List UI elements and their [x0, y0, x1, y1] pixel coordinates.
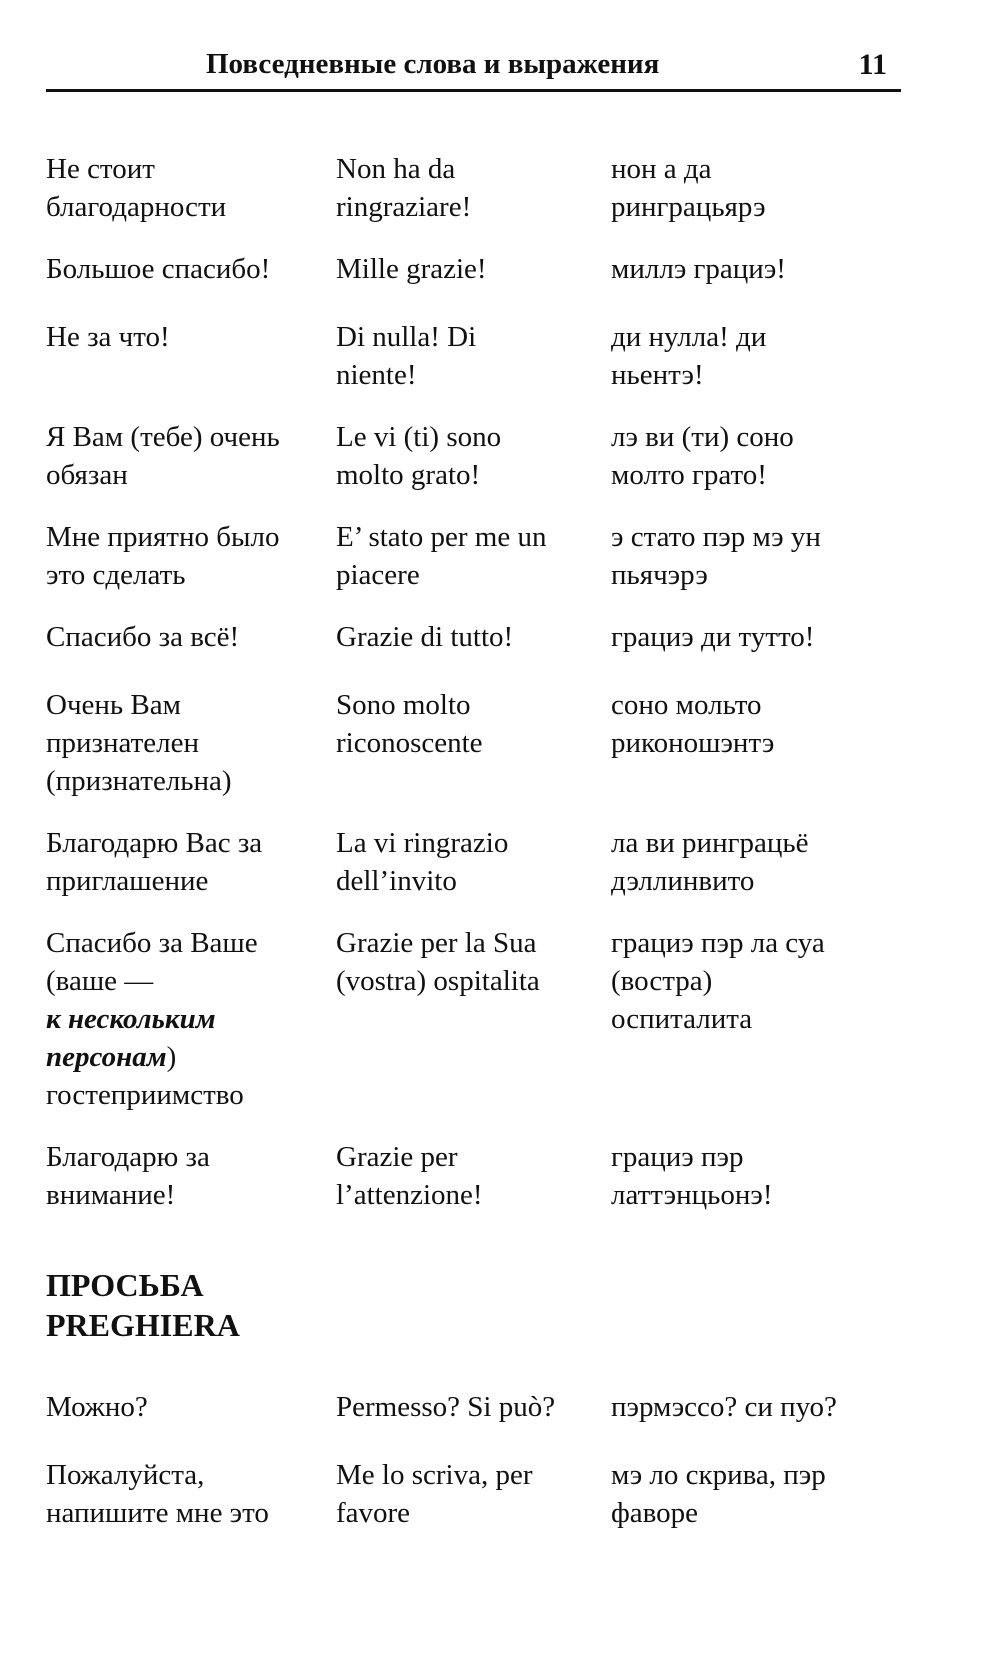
text-line: мэ ло скрива, пэр	[611, 1459, 826, 1491]
text-line: l’attenzione!	[336, 1179, 483, 1211]
page-header	[46, 42, 901, 86]
text-line: ньентэ!	[611, 359, 704, 391]
text-line: внимание!	[46, 1179, 176, 1211]
phrase-row	[46, 1138, 916, 1214]
italian-phrase	[336, 318, 611, 394]
text-line: Grazie per la Sua	[336, 927, 537, 959]
phrase-row	[46, 1456, 916, 1532]
transcription	[611, 924, 911, 1114]
text-line: ringraziare!	[336, 191, 472, 223]
phrase-row	[46, 518, 916, 594]
text-line: Благодарю Вас за	[46, 827, 263, 859]
russian-phrase	[46, 1138, 336, 1214]
italic-note: персонам	[46, 1041, 167, 1073]
text-line: благодарности	[46, 191, 227, 223]
text-line: Спасибо за Ваше	[46, 927, 258, 959]
phrase-table-request	[46, 1388, 916, 1556]
italian-phrase	[336, 1388, 611, 1426]
russian-phrase	[46, 250, 336, 288]
text-line: признателен	[46, 727, 200, 759]
text-line: Non ha da	[336, 153, 456, 185]
italic-note: к нескольким	[46, 1003, 216, 1035]
text-line: соно мольто	[611, 689, 762, 721]
text-line: пэрмэссо? си пуо?	[611, 1391, 837, 1423]
section-title-ru: ПРОСЬБА	[46, 1267, 204, 1303]
italian-phrase	[336, 1456, 611, 1532]
text-line: Le vi (ti) sono	[336, 421, 502, 453]
italian-phrase	[336, 150, 611, 226]
text-line: (ваше —	[46, 965, 154, 997]
section-title-it: PREGHIERA	[46, 1307, 240, 1343]
transcription	[611, 1138, 911, 1214]
transcription	[611, 150, 911, 226]
phrase-row	[46, 418, 916, 494]
text-line: Sono molto	[336, 689, 471, 721]
text-line: лэ ви (ти) соно	[611, 421, 794, 453]
text-line: ла ви ринграцьё	[611, 827, 809, 859]
transcription	[611, 418, 911, 494]
russian-phrase	[46, 924, 336, 1114]
transcription	[611, 824, 911, 900]
phrase-row	[46, 1388, 916, 1426]
text-line: Благодарю за	[46, 1141, 210, 1173]
phrase-row	[46, 618, 916, 656]
text-line: Не за что!	[46, 321, 170, 353]
closing-paren: )	[166, 1041, 177, 1073]
russian-phrase	[46, 1456, 336, 1532]
text-line: (vostra) ospitalita	[336, 965, 540, 997]
russian-phrase	[46, 824, 336, 900]
text-line: Большое спасибо!	[46, 253, 271, 285]
text-line: обязан	[46, 459, 128, 491]
text-line: Grazie per	[336, 1141, 458, 1173]
text-line: Я Вам (тебе) очень	[46, 421, 280, 453]
italian-phrase	[336, 250, 611, 288]
running-title: Повседневные слова и выражения	[206, 48, 660, 80]
text-line: dell’invito	[336, 865, 457, 897]
text-line: Grazie di tutto!	[336, 621, 514, 653]
text-line: ди нулла! ди	[611, 321, 767, 353]
text-line	[46, 1038, 336, 1076]
text-line: Очень Вам	[46, 689, 181, 721]
text-line: piacere	[336, 559, 420, 591]
section-heading-request	[46, 1265, 240, 1345]
text-line: гостеприимство	[46, 1079, 244, 1111]
italian-phrase	[336, 824, 611, 900]
text-line: э стато пэр мэ ун	[611, 521, 821, 553]
text-line: это сделать	[46, 559, 186, 591]
italian-phrase	[336, 924, 611, 1114]
text-line: (признательна)	[46, 765, 232, 797]
text-line: Не стоит	[46, 153, 155, 185]
text-line: La vi ringrazio	[336, 827, 509, 859]
italian-phrase	[336, 1138, 611, 1214]
italian-phrase	[336, 618, 611, 656]
phrase-row	[46, 924, 916, 1114]
italian-phrase	[336, 518, 611, 594]
italian-phrase	[336, 418, 611, 494]
russian-phrase	[46, 618, 336, 656]
russian-phrase	[46, 686, 336, 800]
russian-phrase	[46, 418, 336, 494]
text-line: Спасибо за всё!	[46, 621, 240, 653]
transcription	[611, 1456, 911, 1532]
text-line: пьячэрэ	[611, 559, 708, 591]
transcription	[611, 1388, 911, 1426]
text-line: дэллинвито	[611, 865, 755, 897]
text-line: ринграцьярэ	[611, 191, 766, 223]
russian-phrase	[46, 150, 336, 226]
phrase-row	[46, 824, 916, 900]
phrase-row	[46, 686, 916, 800]
transcription	[611, 250, 911, 288]
transcription	[611, 686, 911, 800]
header-rule	[46, 89, 901, 92]
transcription	[611, 318, 911, 394]
russian-phrase	[46, 518, 336, 594]
text-line: Permesso? Si può?	[336, 1391, 556, 1423]
phrase-row	[46, 150, 916, 226]
text-line: латтэнцьонэ!	[611, 1179, 773, 1211]
text-line: Мне приятно было	[46, 521, 280, 553]
russian-phrase	[46, 1388, 336, 1426]
text-line: риконошэнтэ	[611, 727, 775, 759]
text-line: E’ stato per me un	[336, 521, 547, 553]
transcription	[611, 518, 911, 594]
text-line: грациэ пэр ла суа	[611, 927, 825, 959]
text-line: грациэ ди тутто!	[611, 621, 815, 653]
text-line: Mille grazie!	[336, 253, 487, 285]
text-line: molto grato!	[336, 459, 481, 491]
phrase-row	[46, 318, 916, 394]
text-line: (востра)	[611, 965, 713, 997]
text-line: оспиталита	[611, 1003, 753, 1035]
text-line: миллэ грациэ!	[611, 253, 786, 285]
phrase-table-thanks	[46, 150, 916, 1238]
text-line: фаворе	[611, 1497, 699, 1529]
text-line: Di nulla! Di	[336, 321, 477, 353]
text-line: нон а да	[611, 153, 712, 185]
italian-phrase	[336, 686, 611, 800]
text-line: favore	[336, 1497, 411, 1529]
text-line: грациэ пэр	[611, 1141, 744, 1173]
text-line: Можно?	[46, 1391, 148, 1423]
transcription	[611, 618, 911, 656]
text-line: Пожалуйста,	[46, 1459, 205, 1491]
text-line: riconoscente	[336, 727, 483, 759]
text-line: niente!	[336, 359, 417, 391]
russian-phrase	[46, 318, 336, 394]
phrase-row	[46, 250, 916, 288]
text-line: приглашение	[46, 865, 209, 897]
text-line: напишите мне это	[46, 1497, 269, 1529]
text-line: Me lo scriva, per	[336, 1459, 533, 1491]
text-line: молто грато!	[611, 459, 767, 491]
page-number: 11	[858, 48, 887, 81]
